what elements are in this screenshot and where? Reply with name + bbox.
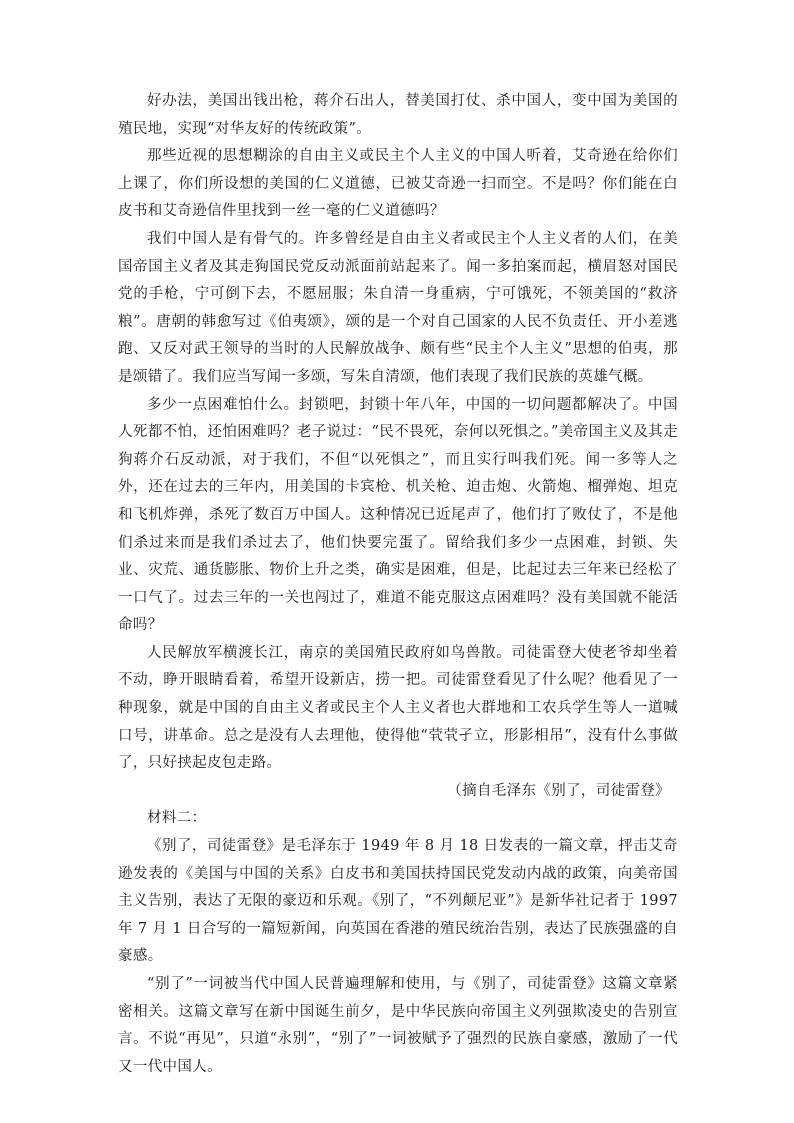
source-citation: （摘自毛泽东《别了，司徒雷登》: [447, 782, 670, 799]
document-page: [118, 88, 678, 1081]
paragraph: 我们中国人是有骨气的。许多曾经是自由主义者或民主个人主义者的人们，在美国帝国主义者及其走狗国民党反动派面前站起来了。闻一多拍案而起，横眉怒对国民党的手枪，宁可倒下去，不愿屈服；朱自清一身重病，宁可饿死，不领美国的“救济粮”。唐朝的韩愈写过《伯夷颂》，颂的是一个对自己国家的人民不负责任、开小差逃跑、又反对武王领导的当时的人民解放战争、颇有些“民主个人主义”思想的伯夷，那是颂错了。我们应当写闻一多颂，写朱自清颂，他们表现了我们民族的英雄气概。: [118, 230, 678, 385]
paragraph: 《别了，司徒雷登》是毛泽东于 1949 年 8 月 18 日发表的一篇文章，抨击艾奇逊发表的《美国与中国的关系》白皮书和美国扶持国民党发动内战的政策，向美帝国主义告别，表达了无限的豪迈和乐观。《别了，“不列颠尼亚”》是新华社记者于 1997 年 7 月 1 日合写的一篇短新闻，向英国在香港的殖民统治告别，表达了民族强盛的自豪感。: [118, 838, 678, 965]
paragraph: 那些近视的思想糊涂的自由主义或民主个人主义的中国人听着，艾奇逊在给你们上课了，你们所设想的美国的仁义道德，已被艾奇逊一扫而空。不是吗？你们能在白皮书和艾奇逊信件里找到一丝一毫的仁义道德吗？: [118, 148, 678, 220]
paragraph: “别了”一词被当代中国人民普遍理解和使用，与《别了，司徒雷登》这篇文章紧密相关。这篇文章写在新中国诞生前夕，是中华民族向帝国主义列强欺凌史的告别宣言。不说“再见”，只道“永别”，“别了”一词被赋予了强烈的民族自豪感，激励了一代又一代中国人。: [118, 976, 678, 1075]
paragraph: 人民解放军横渡长江，南京的美国殖民政府如鸟兽散。司徒雷登大使老爷却坐着不动，睁开眼睛看着，希望开设新店，捞一把。司徒雷登看见了什么呢？他看见了一种现象，就是中国的自由主义者或民主个人主义者也大群地和工农兵学生等人一道喊口号，讲革命。总之是没有人去理他，使得他“茕茕孑立，形影相吊”，没有什么事做了，只好挟起皮包走路。: [118, 644, 678, 772]
material-one: [118, 88, 678, 805]
paragraph: 多少一点困难怕什么。封锁吧，封锁十年八年，中国的一切问题都解决了。中国人死都不怕，还怕困难吗？老子说过：“民不畏死，奈何以死惧之。”美帝国主义及其走狗蒋介石反动派，对于我们，不但“以死惧之”，而且实行叫我们死。闻一多等人之外，还在过去的三年内，用美国的卡宾枪、机关枪、迫击炮、火箭炮、榴弹炮、坦克和飞机炸弹，杀死了数百万中国人。这种情况已近尾声了，他们打了败仗了，不是他们杀过来而是我们杀过去了，他们快要完蛋了。留给我们多少一点困难，封锁、失业、灾荒、通货膨胀、物价上升之类，确实是困难，但是，比起过去三年来已经松了一口气了。过去三年的一关也闯过了，难道不能克服这点困难吗？没有美国就不能活命吗？: [118, 396, 678, 634]
material-two: [118, 805, 678, 1081]
section-heading: 材料二：: [147, 810, 207, 827]
paragraph: 好办法，美国出钱出枪，蒋介石出人，替美国打仗、杀中国人，变中国为美国的殖民地，实现“对华友好的传统政策”。: [118, 93, 678, 137]
